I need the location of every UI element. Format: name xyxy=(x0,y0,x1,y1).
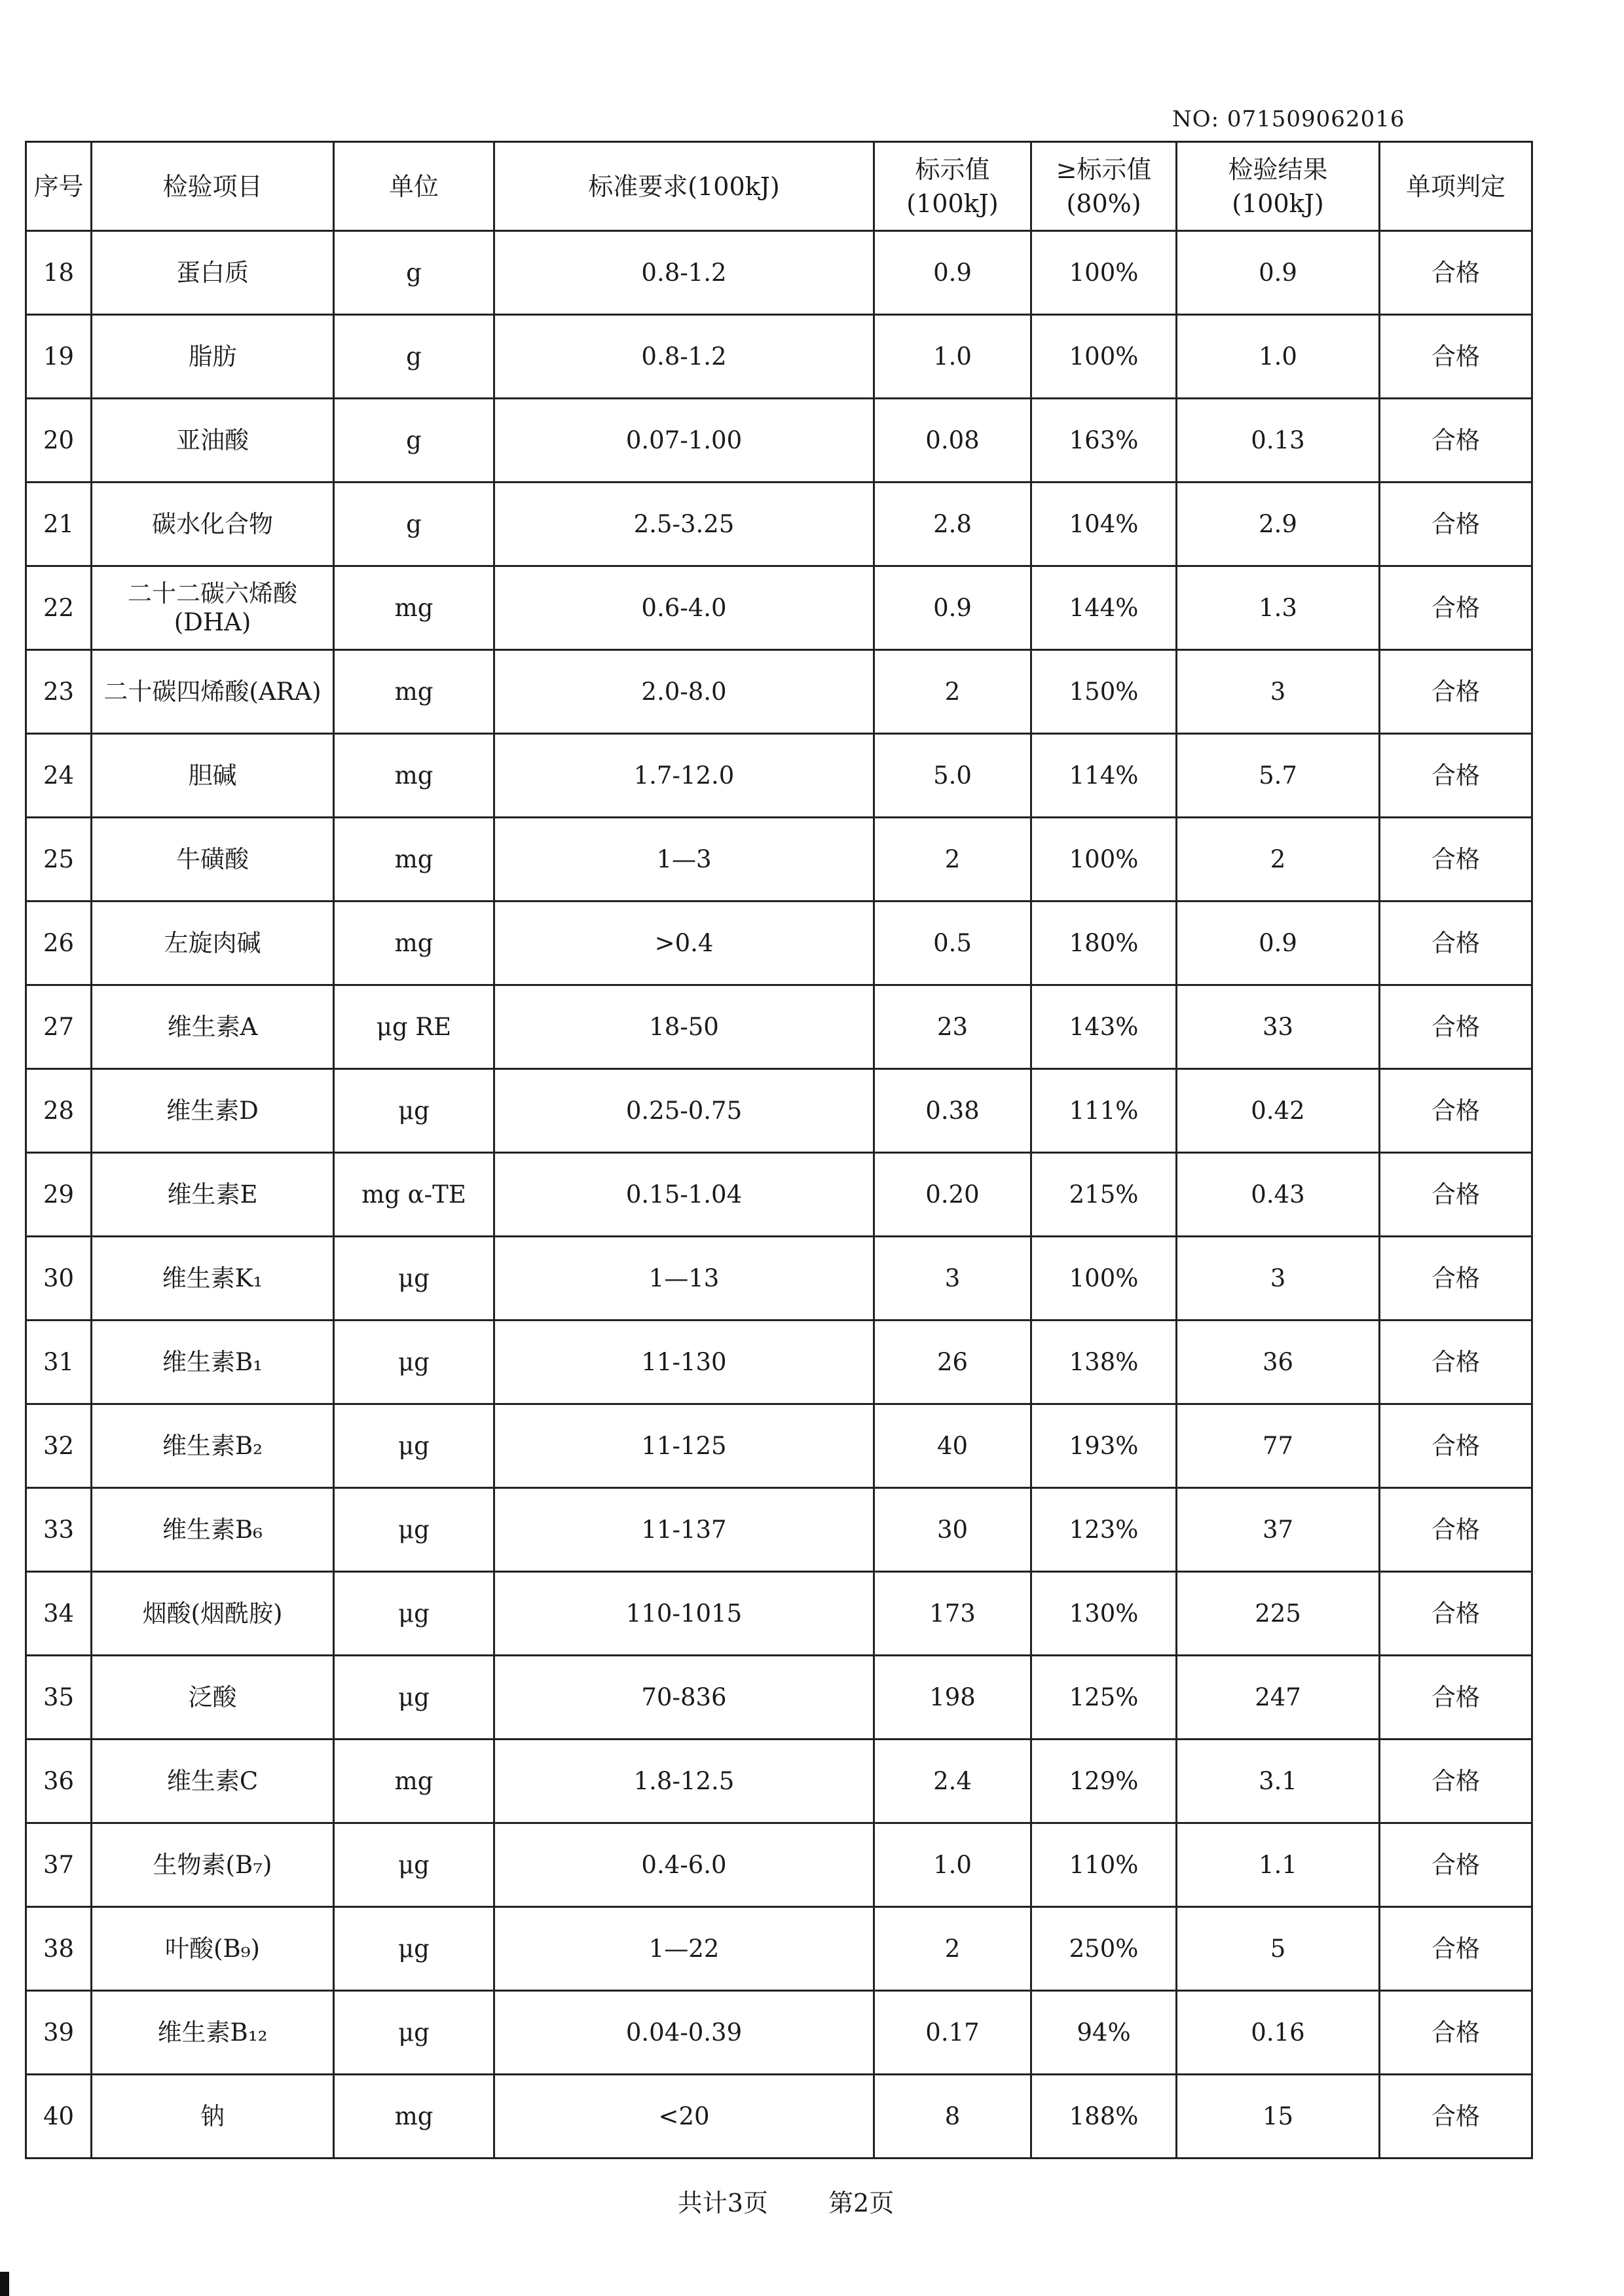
verdict-cell: 合格 xyxy=(1380,1740,1532,1823)
header-col-result xyxy=(1177,142,1380,231)
percent-of-label-cell: 123% xyxy=(1031,1488,1177,1572)
row-number-cell: 20 xyxy=(26,399,92,483)
verdict-cell: 合格 xyxy=(1380,1153,1532,1237)
unit-cell: μg xyxy=(334,1823,494,1907)
test-result-cell: 1.0 xyxy=(1177,315,1380,399)
item-name-cell xyxy=(92,985,334,1069)
verdict-cell: 合格 xyxy=(1380,1572,1532,1656)
verdict-cell: 合格 xyxy=(1380,1488,1532,1572)
verdict-cell: 合格 xyxy=(1380,985,1532,1069)
header-col-verdict xyxy=(1380,142,1532,231)
percent-of-label-cell: 150% xyxy=(1031,650,1177,734)
label-value-cell: 0.20 xyxy=(874,1153,1031,1237)
current-page: 第2页 xyxy=(828,2189,895,2217)
standard-requirement-cell: 0.4-6.0 xyxy=(494,1823,874,1907)
header-line: 标示值 xyxy=(915,155,990,184)
header-line: 单位 xyxy=(388,172,439,201)
test-result-cell: 247 xyxy=(1177,1656,1380,1740)
item-name-cell xyxy=(92,566,334,650)
header-col-standard xyxy=(494,142,874,231)
table-row xyxy=(26,1488,1532,1572)
row-number-cell: 36 xyxy=(26,1740,92,1823)
verdict-cell: 合格 xyxy=(1380,2075,1532,2159)
unit-cell: mg xyxy=(334,566,494,650)
percent-of-label-cell: 163% xyxy=(1031,399,1177,483)
row-number-cell: 23 xyxy=(26,650,92,734)
standard-requirement-cell: 0.8-1.2 xyxy=(494,315,874,399)
table-row xyxy=(26,1907,1532,1991)
item-name-line: 维生素C xyxy=(166,1766,259,1795)
unit-cell: mg xyxy=(334,818,494,902)
item-name-line: 钠 xyxy=(200,2102,225,2130)
standard-requirement-cell: 11-130 xyxy=(494,1321,874,1404)
header-col-unit xyxy=(334,142,494,231)
percent-of-label-cell: 100% xyxy=(1031,231,1177,315)
label-value-cell: 3 xyxy=(874,1237,1031,1321)
row-number-cell: 25 xyxy=(26,818,92,902)
item-name-line: 泛酸 xyxy=(188,1683,237,1711)
scan-edge-mark xyxy=(0,2272,9,2296)
item-name-line: 二十碳四烯酸(ARA) xyxy=(103,677,322,706)
unit-cell: μg xyxy=(334,1991,494,2075)
standard-requirement-cell: 1.8-12.5 xyxy=(494,1740,874,1823)
percent-of-label-cell: 138% xyxy=(1031,1321,1177,1404)
row-number-cell: 32 xyxy=(26,1404,92,1488)
test-result-cell: 2 xyxy=(1177,818,1380,902)
verdict-cell: 合格 xyxy=(1380,902,1532,985)
test-result-cell: 0.42 xyxy=(1177,1069,1380,1153)
header-line: (100kJ) xyxy=(1232,189,1324,218)
label-value-cell: 30 xyxy=(874,1488,1031,1572)
test-result-cell: 15 xyxy=(1177,2075,1380,2159)
verdict-cell: 合格 xyxy=(1380,1237,1532,1321)
item-name-cell xyxy=(92,1488,334,1572)
table-row xyxy=(26,231,1532,315)
test-result-cell: 1.3 xyxy=(1177,566,1380,650)
unit-cell: mg α-TE xyxy=(334,1153,494,1237)
percent-of-label-cell: 100% xyxy=(1031,818,1177,902)
table-row xyxy=(26,399,1532,483)
item-name-line: 维生素B₆ xyxy=(162,1515,263,1544)
standard-requirement-cell: 0.07-1.00 xyxy=(494,399,874,483)
table-row xyxy=(26,566,1532,650)
table-row xyxy=(26,1237,1532,1321)
item-name-cell xyxy=(92,1823,334,1907)
label-value-cell: 0.17 xyxy=(874,1991,1031,2075)
verdict-cell: 合格 xyxy=(1380,1907,1532,1991)
standard-requirement-cell: 1—3 xyxy=(494,818,874,902)
table-row xyxy=(26,650,1532,734)
standard-requirement-cell: 1—22 xyxy=(494,1907,874,1991)
table-header xyxy=(26,142,1532,231)
test-result-cell: 0.16 xyxy=(1177,1991,1380,2075)
percent-of-label-cell: 94% xyxy=(1031,1991,1177,2075)
table-row xyxy=(26,2075,1532,2159)
header-line: (100kJ) xyxy=(906,189,999,218)
label-value-cell: 23 xyxy=(874,985,1031,1069)
standard-requirement-cell: 0.6-4.0 xyxy=(494,566,874,650)
table-row xyxy=(26,902,1532,985)
table-row xyxy=(26,315,1532,399)
item-name-cell xyxy=(92,650,334,734)
row-number-cell: 24 xyxy=(26,734,92,818)
percent-of-label-cell: 129% xyxy=(1031,1740,1177,1823)
table-row xyxy=(26,1991,1532,2075)
item-name-cell xyxy=(92,315,334,399)
row-number-cell: 21 xyxy=(26,483,92,566)
row-number-cell: 27 xyxy=(26,985,92,1069)
verdict-cell: 合格 xyxy=(1380,399,1532,483)
verdict-cell: 合格 xyxy=(1380,650,1532,734)
label-value-cell: 26 xyxy=(874,1321,1031,1404)
percent-of-label-cell: 111% xyxy=(1031,1069,1177,1153)
row-number-cell: 31 xyxy=(26,1321,92,1404)
test-result-cell: 1.1 xyxy=(1177,1823,1380,1907)
item-name-cell xyxy=(92,1069,334,1153)
row-number-cell: 22 xyxy=(26,566,92,650)
percent-of-label-cell: 130% xyxy=(1031,1572,1177,1656)
test-result-cell: 0.9 xyxy=(1177,231,1380,315)
label-value-cell: 2 xyxy=(874,650,1031,734)
header-line: 检验结果 xyxy=(1228,155,1328,184)
test-result-cell: 225 xyxy=(1177,1572,1380,1656)
test-result-cell: 3 xyxy=(1177,650,1380,734)
test-result-cell: 0.43 xyxy=(1177,1153,1380,1237)
item-name-cell xyxy=(92,399,334,483)
standard-requirement-cell: 2.0-8.0 xyxy=(494,650,874,734)
verdict-cell: 合格 xyxy=(1380,315,1532,399)
test-result-cell: 77 xyxy=(1177,1404,1380,1488)
test-result-cell: 3.1 xyxy=(1177,1740,1380,1823)
table-row xyxy=(26,1153,1532,1237)
unit-cell: μg xyxy=(334,1237,494,1321)
item-name-line: 脂肪 xyxy=(188,342,237,371)
inspection-table xyxy=(25,141,1533,2159)
item-name-line: 维生素B₁ xyxy=(162,1347,263,1376)
unit-cell: g xyxy=(334,399,494,483)
item-name-cell xyxy=(92,902,334,985)
header-line: 检验项目 xyxy=(162,172,263,201)
unit-cell: μg xyxy=(334,1069,494,1153)
percent-of-label-cell: 250% xyxy=(1031,1907,1177,1991)
standard-requirement-cell: 0.25-0.75 xyxy=(494,1069,874,1153)
row-number-cell: 26 xyxy=(26,902,92,985)
unit-cell: mg xyxy=(334,2075,494,2159)
item-name-line: 维生素K₁ xyxy=(162,1264,263,1292)
label-value-cell: 1.0 xyxy=(874,315,1031,399)
row-number-cell: 40 xyxy=(26,2075,92,2159)
item-name-line: (DHA) xyxy=(174,608,251,636)
percent-of-label-cell: 125% xyxy=(1031,1656,1177,1740)
header-line: 标准要求(100kJ) xyxy=(588,172,780,201)
row-number-cell: 33 xyxy=(26,1488,92,1572)
item-name-cell xyxy=(92,1237,334,1321)
verdict-cell: 合格 xyxy=(1380,1656,1532,1740)
percent-of-label-cell: 188% xyxy=(1031,2075,1177,2159)
standard-requirement-cell: 11-137 xyxy=(494,1488,874,1572)
header-line: ≥标示值 xyxy=(1056,155,1152,184)
label-value-cell: 5.0 xyxy=(874,734,1031,818)
percent-of-label-cell: 215% xyxy=(1031,1153,1177,1237)
unit-cell: mg xyxy=(334,650,494,734)
item-name-cell xyxy=(92,1656,334,1740)
item-name-line: 二十二碳六烯酸 xyxy=(128,579,297,608)
item-name-line: 烟酸(烟酰胺) xyxy=(142,1599,283,1628)
unit-cell: mg xyxy=(334,1740,494,1823)
test-result-cell: 0.9 xyxy=(1177,902,1380,985)
label-value-cell: 2 xyxy=(874,1907,1031,1991)
unit-cell: μg xyxy=(334,1907,494,1991)
label-value-cell: 0.38 xyxy=(874,1069,1031,1153)
header-col-item xyxy=(92,142,334,231)
item-name-line: 维生素D xyxy=(166,1096,259,1125)
label-value-cell: 2 xyxy=(874,818,1031,902)
table-row xyxy=(26,1823,1532,1907)
standard-requirement-cell: 0.15-1.04 xyxy=(494,1153,874,1237)
item-name-cell xyxy=(92,1321,334,1404)
percent-of-label-cell: 110% xyxy=(1031,1823,1177,1907)
item-name-cell xyxy=(92,818,334,902)
verdict-cell: 合格 xyxy=(1380,818,1532,902)
verdict-cell: 合格 xyxy=(1380,1069,1532,1153)
row-number-cell: 30 xyxy=(26,1237,92,1321)
item-name-line: 牛磺酸 xyxy=(176,845,249,873)
table-row xyxy=(26,1740,1532,1823)
verdict-cell: 合格 xyxy=(1380,231,1532,315)
unit-cell: mg xyxy=(334,734,494,818)
unit-cell: μg xyxy=(334,1404,494,1488)
report-number: NO: 071509062016 xyxy=(1172,106,1405,132)
item-name-line: 叶酸(B₉) xyxy=(165,1934,260,1963)
table-row xyxy=(26,734,1532,818)
percent-of-label-cell: 144% xyxy=(1031,566,1177,650)
item-name-line: 维生素E xyxy=(167,1180,258,1209)
standard-requirement-cell: 11-125 xyxy=(494,1404,874,1488)
test-result-cell: 0.13 xyxy=(1177,399,1380,483)
unit-cell: μg xyxy=(334,1656,494,1740)
standard-requirement-cell: >0.4 xyxy=(494,902,874,985)
item-name-cell xyxy=(92,483,334,566)
verdict-cell: 合格 xyxy=(1380,734,1532,818)
standard-requirement-cell: 0.8-1.2 xyxy=(494,231,874,315)
standard-requirement-cell: 70-836 xyxy=(494,1656,874,1740)
item-name-line: 蛋白质 xyxy=(176,258,249,287)
unit-cell: μg RE xyxy=(334,985,494,1069)
row-number-cell: 28 xyxy=(26,1069,92,1153)
header-col-no xyxy=(26,142,92,231)
table-row xyxy=(26,483,1532,566)
table-row xyxy=(26,1572,1532,1656)
test-result-cell: 5.7 xyxy=(1177,734,1380,818)
verdict-cell: 合格 xyxy=(1380,1823,1532,1907)
header-col-percent xyxy=(1031,142,1177,231)
test-result-cell: 5 xyxy=(1177,1907,1380,1991)
item-name-line: 维生素A xyxy=(167,1012,258,1041)
item-name-line: 胆碱 xyxy=(188,761,237,790)
item-name-line: 亚油酸 xyxy=(176,426,249,454)
verdict-cell: 合格 xyxy=(1380,483,1532,566)
standard-requirement-cell: 1—13 xyxy=(494,1237,874,1321)
row-number-cell: 35 xyxy=(26,1656,92,1740)
unit-cell: g xyxy=(334,315,494,399)
row-number-cell: 29 xyxy=(26,1153,92,1237)
percent-of-label-cell: 104% xyxy=(1031,483,1177,566)
percent-of-label-cell: 100% xyxy=(1031,1237,1177,1321)
unit-cell: mg xyxy=(334,902,494,985)
label-value-cell: 1.0 xyxy=(874,1823,1031,1907)
page-footer xyxy=(0,2183,1572,2219)
table-row xyxy=(26,1404,1532,1488)
unit-cell: g xyxy=(334,483,494,566)
header-line: (80%) xyxy=(1066,189,1141,218)
verdict-cell: 合格 xyxy=(1380,1321,1532,1404)
item-name-cell xyxy=(92,1740,334,1823)
table-row xyxy=(26,1656,1532,1740)
test-result-cell: 2.9 xyxy=(1177,483,1380,566)
percent-of-label-cell: 114% xyxy=(1031,734,1177,818)
row-number-cell: 37 xyxy=(26,1823,92,1907)
label-value-cell: 0.9 xyxy=(874,566,1031,650)
standard-requirement-cell: 2.5-3.25 xyxy=(494,483,874,566)
item-name-cell xyxy=(92,231,334,315)
standard-requirement-cell: 1.7-12.0 xyxy=(494,734,874,818)
total-pages: 共计3页 xyxy=(677,2189,768,2217)
label-value-cell: 8 xyxy=(874,2075,1031,2159)
row-number-cell: 38 xyxy=(26,1907,92,1991)
table-row xyxy=(26,985,1532,1069)
standard-requirement-cell: 18-50 xyxy=(494,985,874,1069)
standard-requirement-cell: 0.04-0.39 xyxy=(494,1991,874,2075)
unit-cell: μg xyxy=(334,1321,494,1404)
item-name-cell xyxy=(92,1991,334,2075)
test-result-cell: 3 xyxy=(1177,1237,1380,1321)
item-name-cell xyxy=(92,1907,334,1991)
item-name-line: 生物素(B₇) xyxy=(153,1850,272,1879)
table-row xyxy=(26,1321,1532,1404)
item-name-cell xyxy=(92,1153,334,1237)
table-body xyxy=(26,231,1532,2159)
percent-of-label-cell: 143% xyxy=(1031,985,1177,1069)
header-line: 序号 xyxy=(33,172,84,201)
item-name-cell xyxy=(92,1572,334,1656)
item-name-line: 碳水化合物 xyxy=(152,509,273,538)
item-name-cell xyxy=(92,734,334,818)
test-result-cell: 37 xyxy=(1177,1488,1380,1572)
item-name-cell xyxy=(92,2075,334,2159)
item-name-cell xyxy=(92,1404,334,1488)
test-result-cell: 36 xyxy=(1177,1321,1380,1404)
header-row xyxy=(26,142,1532,231)
row-number-cell: 18 xyxy=(26,231,92,315)
unit-cell: μg xyxy=(334,1488,494,1572)
table-row xyxy=(26,1069,1532,1153)
verdict-cell: 合格 xyxy=(1380,566,1532,650)
test-result-cell: 33 xyxy=(1177,985,1380,1069)
percent-of-label-cell: 180% xyxy=(1031,902,1177,985)
percent-of-label-cell: 193% xyxy=(1031,1404,1177,1488)
item-name-line: 维生素B₁₂ xyxy=(157,2018,268,2047)
header-line: 单项判定 xyxy=(1405,172,1505,201)
table-row xyxy=(26,818,1532,902)
standard-requirement-cell: 110-1015 xyxy=(494,1572,874,1656)
verdict-cell: 合格 xyxy=(1380,1404,1532,1488)
label-value-cell: 40 xyxy=(874,1404,1031,1488)
label-value-cell: 198 xyxy=(874,1656,1031,1740)
label-value-cell: 0.5 xyxy=(874,902,1031,985)
percent-of-label-cell: 100% xyxy=(1031,315,1177,399)
unit-cell: g xyxy=(334,231,494,315)
row-number-cell: 34 xyxy=(26,1572,92,1656)
label-value-cell: 173 xyxy=(874,1572,1031,1656)
label-value-cell: 2.4 xyxy=(874,1740,1031,1823)
row-number-cell: 39 xyxy=(26,1991,92,2075)
label-value-cell: 0.08 xyxy=(874,399,1031,483)
verdict-cell: 合格 xyxy=(1380,1991,1532,2075)
label-value-cell: 2.8 xyxy=(874,483,1031,566)
item-name-line: 维生素B₂ xyxy=(162,1431,263,1460)
unit-cell: μg xyxy=(334,1572,494,1656)
label-value-cell: 0.9 xyxy=(874,231,1031,315)
header-col-label-value xyxy=(874,142,1031,231)
row-number-cell: 19 xyxy=(26,315,92,399)
standard-requirement-cell: <20 xyxy=(494,2075,874,2159)
item-name-line: 左旋肉碱 xyxy=(164,928,261,957)
